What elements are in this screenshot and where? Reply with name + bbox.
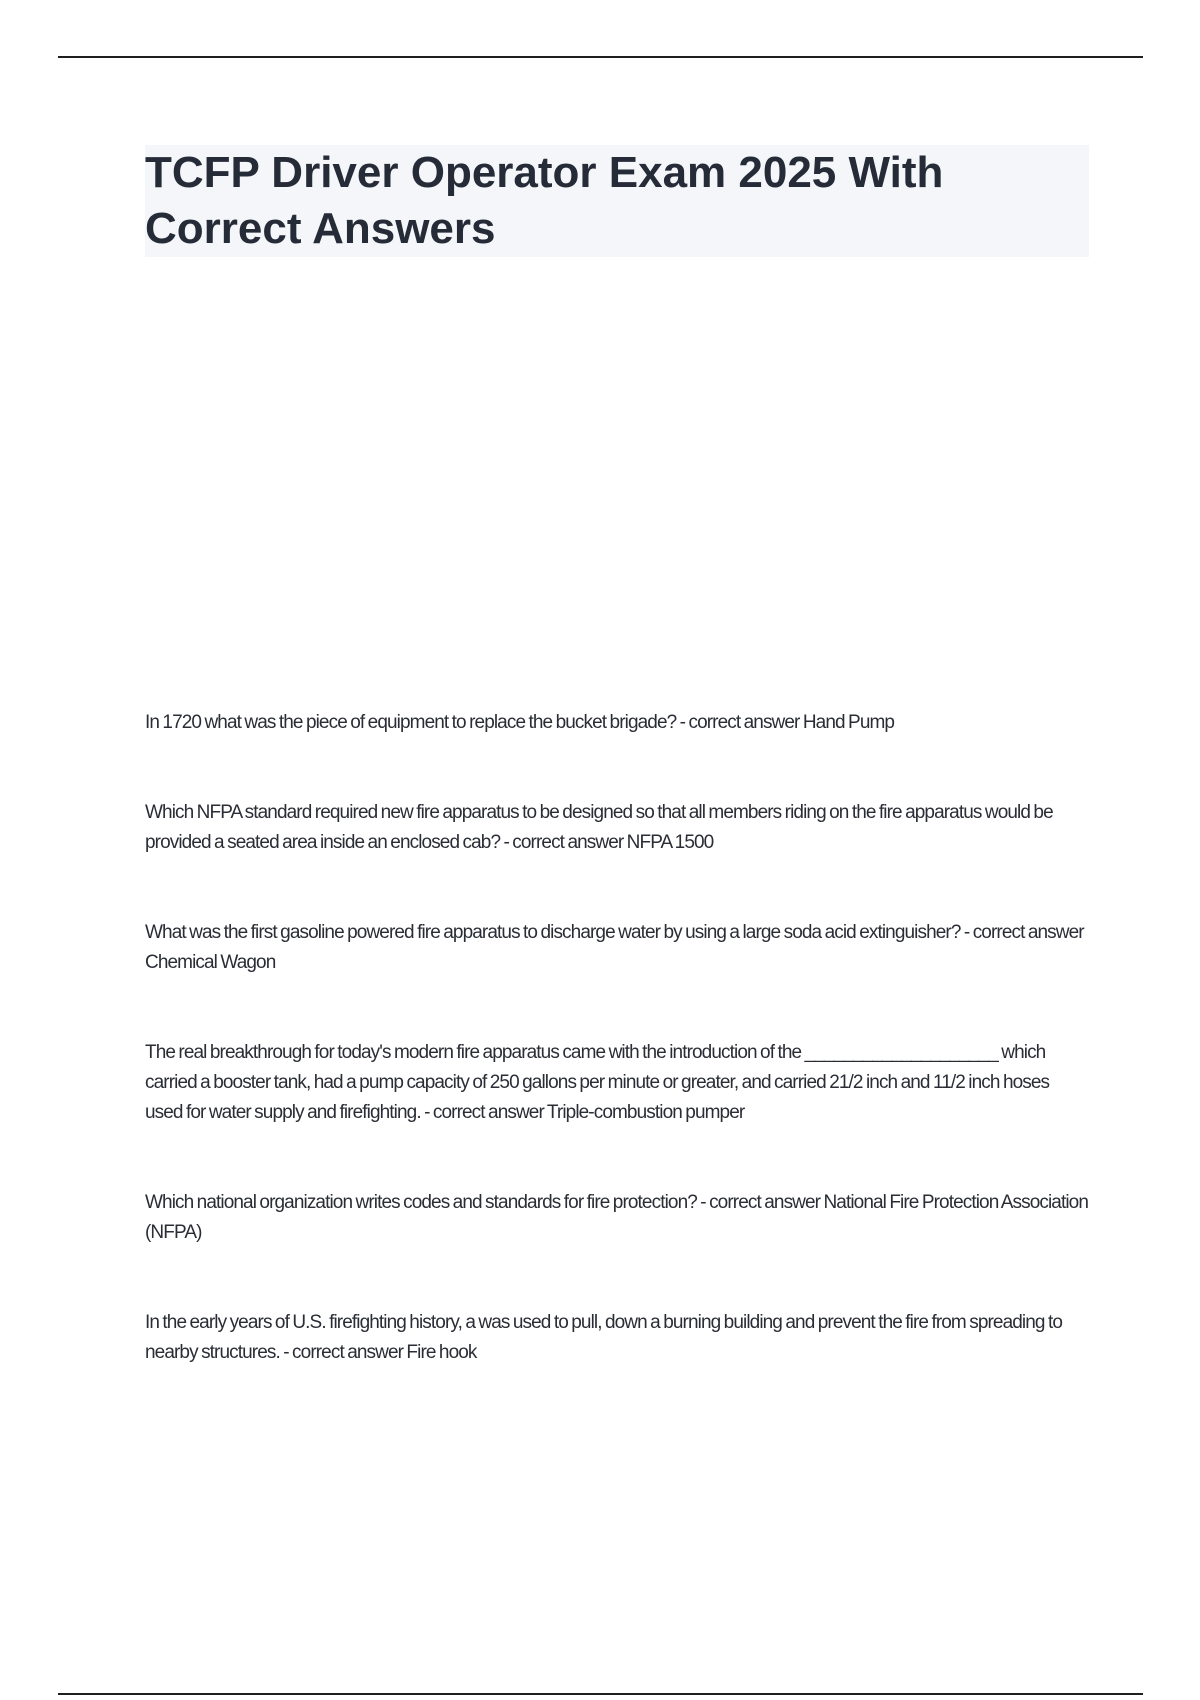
- qa-list: [145, 708, 1090, 1368]
- qa-item: The real breakthrough for today's modern fire apparatus came with the introduction of the ____________________ which carried a booster tank, had a pump capacity of 250 gallons per minute or greater, and carried 21/2 inch and 11/2 inch hoses used for water supply and firefighting. - correct answer Triple-combustion pumper: [145, 1042, 1050, 1123]
- qa-item: Which NFPA standard required new fire apparatus to be designed so that all members riding on the fire apparatus would be provided a seated area inside an enclosed cab? - correct answer NFPA 1500: [145, 802, 1053, 853]
- qa-item: In 1720 what was the piece of equipment to replace the bucket brigade? - correct answer Hand Pump: [145, 712, 895, 733]
- qa-item: In the early years of U.S. firefighting history, a was used to pull, down a burning building and prevent the fire from spreading to nearby structures. - correct answer Fire hook: [145, 1312, 1063, 1363]
- qa-item: Which national organization writes codes and standards for fire protection? - correct answer National Fire Protection Association (NFPA): [145, 1192, 1088, 1243]
- document-title: TCFP Driver Operator Exam 2025 With Correct Answers: [145, 148, 944, 253]
- bottom-divider: [58, 1693, 1143, 1695]
- top-divider: [58, 56, 1143, 58]
- title-block: [145, 145, 1089, 257]
- qa-item: What was the first gasoline powered fire apparatus to discharge water by using a large soda acid extinguisher? - correct answer Chemical Wagon: [145, 922, 1084, 973]
